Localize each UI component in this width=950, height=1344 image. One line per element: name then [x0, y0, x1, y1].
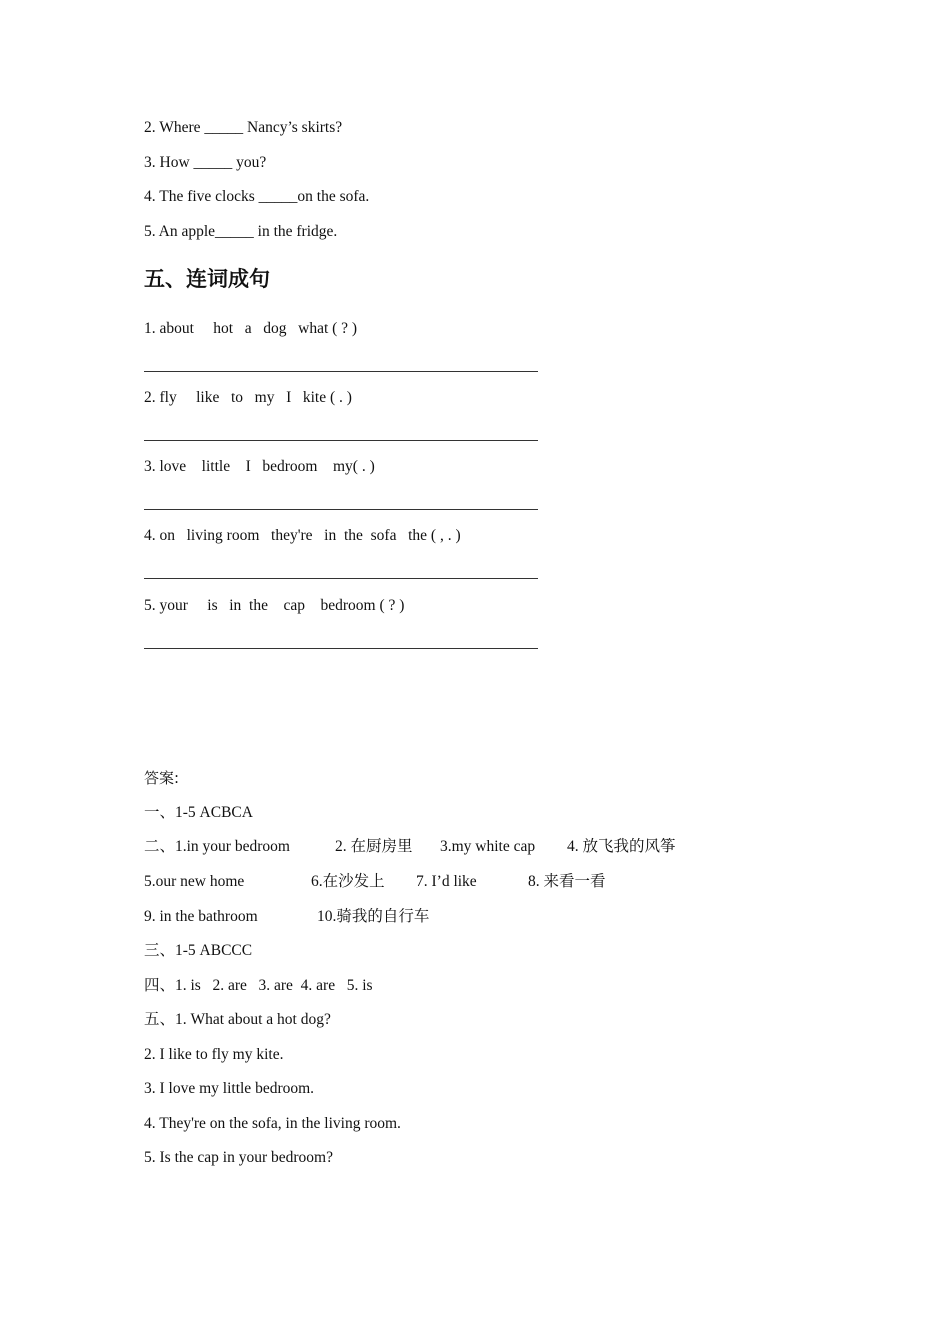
answer-2-2: 2. 在厨房里 — [335, 838, 413, 855]
answers-part-5-5: 5. Is the cap in your bedroom? — [144, 1149, 333, 1166]
answer-2-9: 9. in the bathroom — [144, 908, 258, 925]
answer-2-3: 3.my white cap — [440, 838, 536, 855]
reorder-item-5: 5. your is in the cap bedroom ( ? ) — [144, 597, 405, 614]
answer-2-4: 4. 放飞我的风筝 — [567, 838, 676, 855]
answers-part-3: 三、1-5 ABCCC — [144, 942, 253, 959]
answers-part-5-3: 3. I love my little bedroom. — [144, 1080, 315, 1097]
reorder-item-1: 1. about hot a dog what ( ? ) — [144, 320, 358, 337]
fill-blank-2: 2. Where _____ Nancy’s skirts? — [144, 119, 343, 136]
fill-blank-4: 4. The five clocks _____on the sofa. — [144, 188, 370, 205]
answer-2-10: 10.骑我的自行车 — [317, 908, 430, 925]
answers-title: 答案: — [144, 769, 180, 787]
answer-line-1 — [144, 371, 538, 372]
answer-2-6: 6.在沙发上 — [311, 873, 385, 890]
answers-part-1: 一、1-5 ACBCA — [144, 804, 253, 821]
fill-blank-3: 3. How _____ you? — [144, 154, 267, 171]
section-5-heading: 五、连词成句 — [144, 267, 270, 291]
answer-line-4 — [144, 578, 538, 579]
answer-line-2 — [144, 440, 538, 441]
reorder-item-4: 4. on living room they're in the sofa the ( , . ) — [144, 527, 461, 544]
answer-line-5 — [144, 648, 538, 649]
answer-2-1: 二、1.in your bedroom — [144, 838, 290, 855]
answers-part-5-4: 4. They're on the sofa, in the living room. — [144, 1115, 401, 1132]
answer-2-5: 5.our new home — [144, 873, 245, 890]
fill-blank-5: 5. An apple_____ in the fridge. — [144, 223, 338, 240]
reorder-item-3: 3. love little I bedroom my( . ) — [144, 458, 375, 475]
reorder-item-2: 2. fly like to my I kite ( . ) — [144, 389, 352, 406]
answer-2-8: 8. 来看一看 — [528, 873, 606, 890]
answers-part-4: 四、1. is 2. are 3. are 4. are 5. is — [144, 977, 373, 994]
answer-2-7: 7. I’d like — [416, 873, 477, 890]
answer-line-3 — [144, 509, 538, 510]
answers-part-5-1: 五、1. What about a hot dog? — [144, 1011, 331, 1028]
answers-part-5-2: 2. I like to fly my kite. — [144, 1046, 284, 1063]
